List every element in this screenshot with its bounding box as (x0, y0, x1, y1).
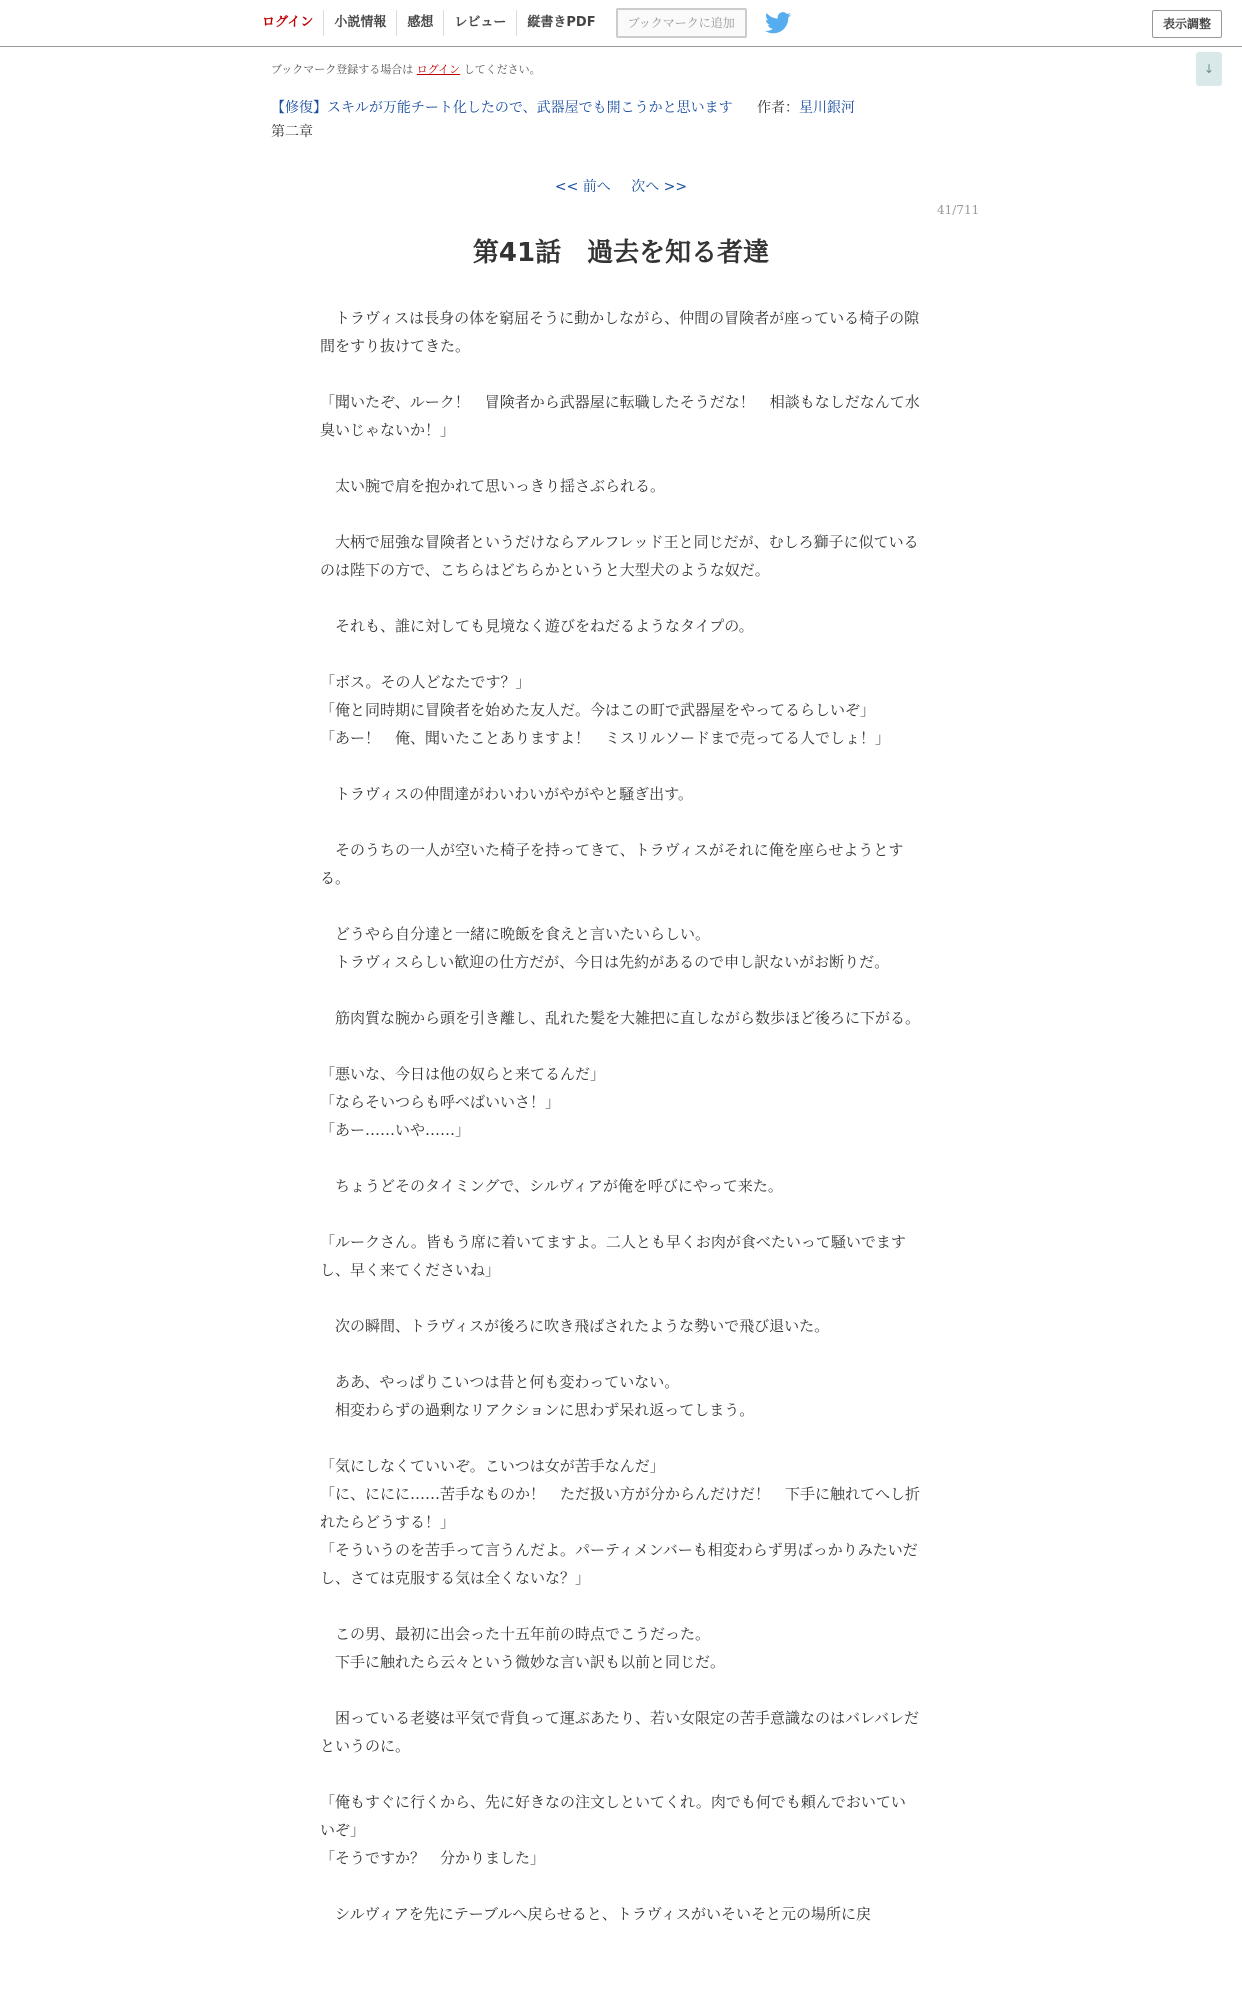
bookmark-login-note (271, 61, 541, 77)
bookmark-note-prefix: ブックマーク登録する場合は (271, 63, 414, 76)
episode-title: 第41話 過去を知る者達 (472, 238, 770, 268)
body-paragraph: 「聞いたぞ、ルーク！ 冒険者から武器屋に転職したそうだな！ 相談もなしだなんて水臭いじゃないか！」 (320, 393, 920, 439)
body-paragraph: どうやら自分達と一緒に晩飯を食えと言いたいらしい。 (320, 925, 711, 943)
body-paragraph: 筋肉質な腕から頭を引き離し、乱れた髪を大雑把に直しながら数歩ほど後ろに下がる。 (320, 1009, 921, 1027)
bookmark-note-suffix: してください。 (463, 63, 541, 76)
body-paragraph: 次の瞬間、トラヴィスが後ろに吹き飛ばされたような勢いで飛び退いた。 (320, 1317, 830, 1335)
display-settings-button[interactable]: 表示調整 (1152, 10, 1222, 38)
body-paragraph (320, 584, 920, 612)
body-paragraph: 大柄で屈強な冒険者というだけならアルフレッド王と同じだが、むしろ獅子に似ているのは陛下の方で、こちらはどちらかというと大型犬のような奴だ。 (320, 533, 919, 579)
nav-login-link[interactable]: ログイン (262, 15, 314, 30)
body-paragraph: そのうちの一人が空いた椅子を持ってきて、トラヴィスがそれに俺を座らせようとする。 (320, 841, 904, 887)
body-paragraph (320, 1200, 920, 1228)
body-paragraph (320, 1872, 920, 1900)
episode-pager (0, 176, 1242, 196)
author-link[interactable]: 星川銀河 (799, 100, 856, 116)
body-paragraph (320, 1144, 920, 1172)
scroll-down-button[interactable]: ↓ (1196, 52, 1222, 86)
body-paragraph: 「ルークさん。皆もう席に着いてますよ。二人とも早くお肉が食べたいって騒いでますし、早く来てくださいね」 (320, 1233, 906, 1279)
body-paragraph: 「に、ににに……苦手なものか！ ただ扱い方が分からんだけだ！ 下手に触れてへし折れたらどうする！」 (320, 1485, 921, 1531)
bookmark-note-login-link[interactable]: ログイン (416, 63, 461, 76)
body-paragraph (320, 500, 920, 528)
body-paragraph: トラヴィスの仲間達がわいわいがやがやと騒ぎ出す。 (320, 785, 693, 803)
top-navigation-bar (0, 0, 1242, 47)
prev-episode-link[interactable]: << 前へ (554, 179, 611, 195)
body-paragraph: 下手に触れたら云々という微妙な言い訳も以前と同じだ。 (320, 1653, 726, 1671)
body-paragraph (320, 1284, 920, 1312)
body-paragraph: 「そういうのを苦手って言うんだよ。パーティメンバーも相変わらず男ばっかりみたいだし、さては克服する気は全くないな？」 (320, 1541, 918, 1587)
novel-title-link[interactable]: 【修復】スキルが万能チート化したので、武器屋でも開こうかと思います (271, 100, 733, 116)
body-paragraph: シルヴィアを先にテーブルへ戻らせると、トラヴィスがいそいそと元の場所に戻 (320, 1905, 872, 1923)
novel-title-line (271, 97, 855, 117)
author-label: 作者： (757, 100, 800, 116)
body-paragraph (320, 1676, 920, 1704)
body-paragraph: ちょうどそのタイミングで、シルヴィアが俺を呼びにやって来た。 (320, 1177, 783, 1195)
body-paragraph (320, 1340, 920, 1368)
nav-vertical-pdf-link[interactable]: 縦書きPDF (516, 10, 605, 36)
body-paragraph: 困っている老婆は平気で背負って運ぶあたり、若い女限定の苦手意識なのはバレバレだというのに。 (320, 1709, 919, 1755)
body-paragraph (320, 752, 920, 780)
body-paragraph (320, 976, 920, 1004)
body-paragraph: 「ボス。その人どなたです？」 (320, 673, 531, 691)
chapter-title: 第二章 (271, 124, 313, 140)
body-paragraph: 「あー！ 俺、聞いたことありますよ！ ミスリルソードまで売ってる人でしょ！」 (320, 729, 891, 747)
body-paragraph: 「俺と同時期に冒険者を始めた友人だ。今はこの町で武器屋をやってるらしいぞ」 (320, 701, 876, 719)
nav-novel-info-link[interactable]: 小説情報 (323, 10, 396, 36)
main-nav (252, 0, 791, 46)
add-bookmark-button[interactable]: ブックマークに追加 (616, 8, 747, 38)
body-paragraph: この男、最初に出会った十五年前の時点でこうだった。 (320, 1625, 711, 1643)
body-paragraph (320, 1592, 920, 1620)
body-paragraph: 相変わらずの過剰なリアクションに思わず呆れ返ってしまう。 (320, 1401, 755, 1419)
body-paragraph: 「気にしなくていいぞ。こいつは女が苦手なんだ」 (320, 1457, 665, 1475)
body-paragraph (320, 892, 920, 920)
twitter-bird-icon[interactable] (765, 12, 791, 34)
episode-counter: 41/711 (937, 203, 980, 217)
body-paragraph (320, 360, 920, 388)
body-paragraph: 「俺もすぐに行くから、先に好きなの注文しといてくれ。肉でも何でも頼んでおいていいぞ」 (320, 1793, 906, 1839)
nav-review-link[interactable]: レビュー (443, 10, 516, 36)
body-paragraph: 太い腕で肩を抱かれて思いっきり揺さぶられる。 (320, 477, 666, 495)
body-paragraph: 「ならそいつらも呼べばいいさ！」 (320, 1093, 561, 1111)
next-episode-link[interactable]: 次へ >> (631, 179, 688, 195)
body-paragraph (320, 808, 920, 836)
body-paragraph: トラヴィスは長身の体を窮屈そうに動かしながら、仲間の冒険者が座っている椅子の隙間をすり抜けてきた。 (320, 309, 920, 355)
body-paragraph (320, 1760, 920, 1788)
body-paragraph: トラヴィスらしい歓迎の仕方だが、今日は先約があるので申し訳ないがお断りだ。 (320, 953, 890, 971)
body-paragraph: 「悪いな、今日は他の奴らと来てるんだ」 (320, 1065, 606, 1083)
body-paragraph (320, 1424, 920, 1452)
body-paragraph (320, 444, 920, 472)
nav-impressions-link[interactable]: 感想 (396, 10, 443, 36)
body-paragraph (320, 1032, 920, 1060)
body-paragraph: ああ、やっぱりこいつは昔と何も変わっていない。 (320, 1373, 680, 1391)
body-paragraph: それも、誰に対しても見境なく遊びをねだるようなタイプの。 (320, 617, 754, 635)
body-paragraph (320, 640, 920, 668)
body-paragraph: 「あー……いや……」 (320, 1121, 471, 1139)
body-paragraph: 「そうですか？ 分かりました」 (320, 1849, 546, 1867)
novel-body-text (320, 304, 920, 1928)
